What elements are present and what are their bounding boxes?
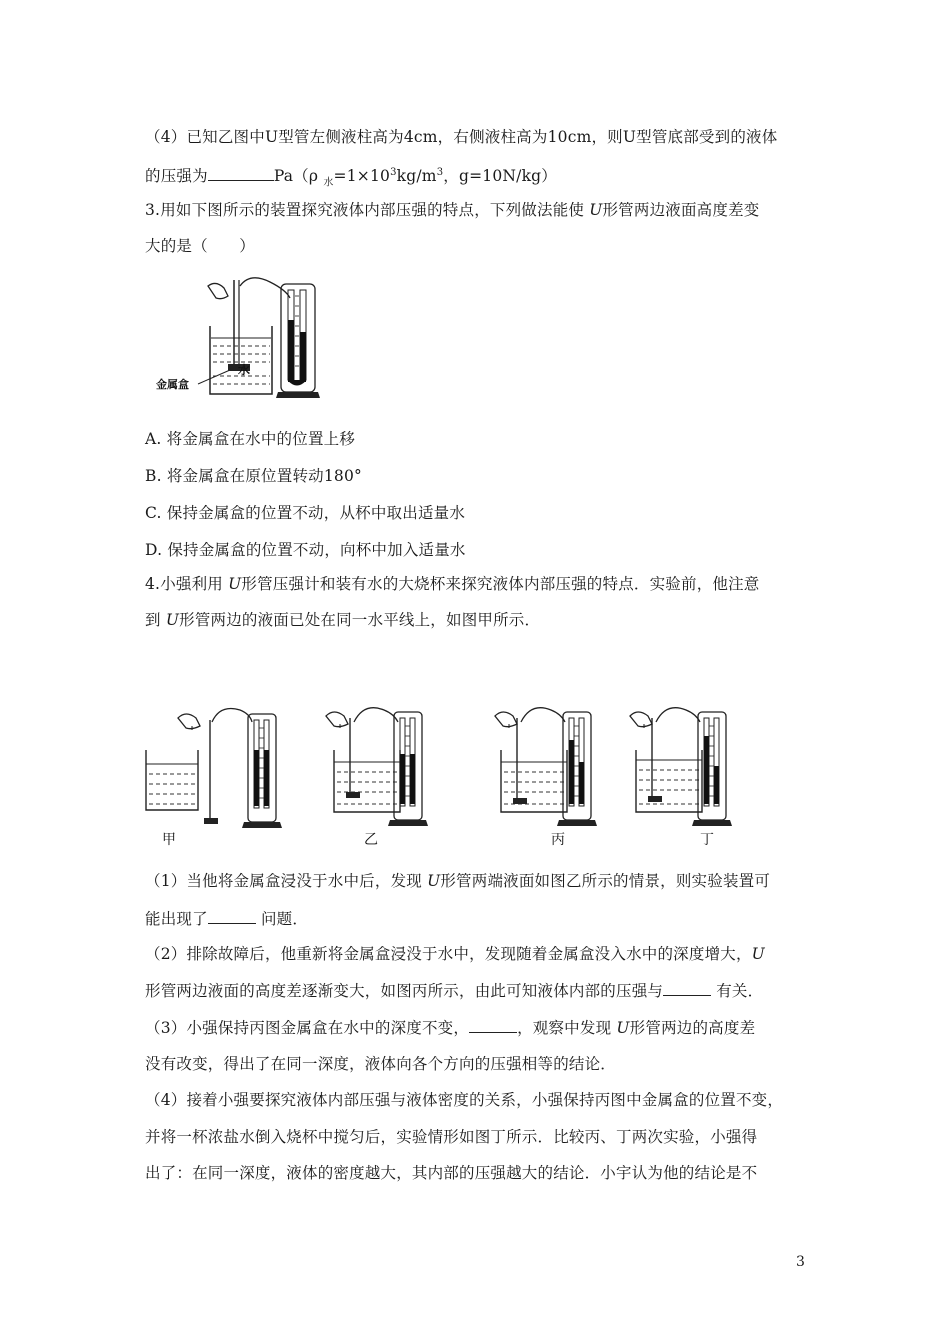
figure-ding: [630, 708, 732, 848]
q3-option-d[interactable]: D. 保持金属盒的位置不动，向杯中加入适量水: [145, 541, 466, 559]
q3-option-b[interactable]: B. 将金属盒在原位置转动180°: [145, 467, 362, 485]
figure-jia: [146, 709, 282, 849]
svg-text:丁: 丁: [700, 832, 714, 848]
q4-stem-line2: 到 U形管两边的液面已处在同一水平线上，如图甲所示．: [145, 611, 541, 629]
svg-text:丙: 丙: [551, 832, 565, 848]
q4-part2-line2: 形管两边液面的高度差逐渐变大，如图丙所示，由此可知液体内部的压强与 有关．: [145, 979, 815, 1002]
q4-stem-line1: 4.小强利用 U形管压强计和装有水的大烧杯来探究液体内部压强的特点．实验前，他注意: [145, 575, 760, 593]
q3-stem-line1: 3.用如下图所示的装置探究液体内部压强的特点，下列做法能使 U形管两边液面高度差变: [145, 201, 760, 219]
svg-text:金属盒: 金属盒: [156, 378, 189, 391]
svg-text:乙: 乙: [364, 832, 378, 848]
answer-blank[interactable]: [663, 979, 711, 996]
q3-option-c[interactable]: C. 保持金属盒的位置不动，从杯中取出适量水: [145, 504, 466, 522]
q4-part4-line3: 出了：在同一深度，液体的密度越大，其内部的压强越大的结论．小宇认为他的结论是不: [145, 1164, 758, 1182]
q2-part4-line1: （4）已知乙图中U型管左侧液柱高为4cm，右侧液柱高为10cm，则U型管底部受到的液体: [145, 128, 778, 146]
q4-part4-line1: （4）接着小强要探究液体内部压强与液体密度的关系，小强保持丙图中金属盒的位置不变，: [145, 1091, 784, 1109]
q3-option-a[interactable]: A. 将金属盒在水中的位置上移: [145, 430, 356, 448]
q4-part3-line1: （3）小强保持丙图金属盒在水中的深度不变， ，观察中发现 U形管两边的高度差: [145, 1016, 815, 1039]
q2-part4-line2: 的压强为 Pa（ρ $_水=1\times 10^3kg/m^3$，g=10N/kg）: [145, 162, 815, 194]
figure-yi: [326, 708, 428, 848]
q3-stem-line2: 大的是（ ）: [145, 237, 255, 255]
page-number: 3: [796, 1254, 805, 1270]
q4-part3-line2: 没有改变，得出了在同一深度，液体向各个方向的压强相等的结论．: [145, 1055, 617, 1073]
answer-blank[interactable]: [469, 1016, 517, 1033]
q4-part1-line2: 能出现了 问题．: [145, 907, 815, 930]
figure-bing: [495, 708, 597, 848]
q3-apparatus-figure: [150, 276, 330, 406]
svg-text:水: 水: [238, 363, 251, 377]
q4-part1-line1: （1）当他将金属盒浸没于水中后，发现 U形管两端液面如图乙所示的情景，则实验装置可: [145, 872, 771, 890]
svg-text:甲: 甲: [162, 832, 176, 848]
answer-blank[interactable]: [208, 907, 256, 924]
q4-part4-line2: 并将一杯浓盐水倒入烧杯中搅匀后，实验情形如图丁所示．比较丙、丁两次实验，小强得: [145, 1128, 758, 1146]
answer-blank[interactable]: [208, 164, 274, 181]
q4-part2-line1: （2）排除故障后，他重新将金属盒浸没于水中，发现随着金属盒没入水中的深度增大，U: [145, 945, 765, 963]
q4-figures: [140, 700, 790, 860]
